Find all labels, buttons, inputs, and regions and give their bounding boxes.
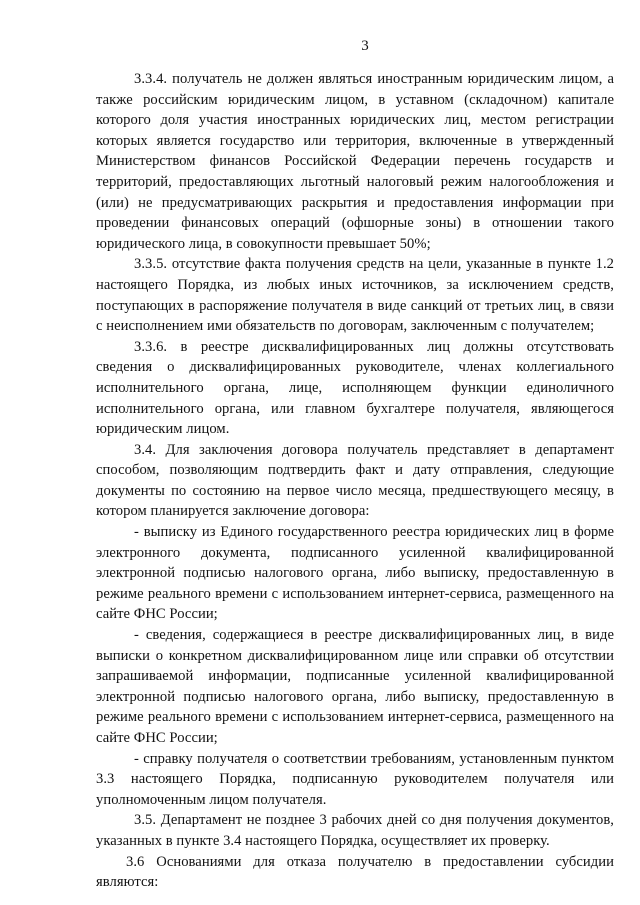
list-item-egrul-extract: - выписку из Единого государственного реестра юридических лиц в форме электронного документа, подписанного усиленной квалифицированной электронной подписью налогового органа, либо выписку, предоставленную в режиме реального времени с использованием интернет-сервиса, размещенного на сайте ФНС России;: [96, 524, 614, 623]
paragraph-3-3-5: 3.3.5. отсутствие факта получения средств на цели, указанные в пункте 1.2 настоящего Порядка, из любых иных источников, за исключением средств, поступающих в распоряжение получателя в виде санкций от третьих лиц, в связи с неисполнением ими обязательств по договорам, заключенным с получателем;: [96, 256, 614, 335]
paragraph-3-4: 3.4. Для заключения договора получатель представляет в департамент способом, позволяющим подтвердить факт и дату отправления, следующие документы по состоянию на первое число месяца, предшествующего месяцу, в котором планируется заключение договора:: [96, 441, 614, 520]
paragraph-3-6: 3.6 Основаниями для отказа получателю в предоставлении субсидии являются:: [96, 853, 614, 891]
paragraph-3-5: 3.5. Департамент не позднее 3 рабочих дней со дня получения документов, указанных в пункте 3.4 настоящего Порядка, осуществляет их проверку.: [96, 812, 614, 849]
page-number: 3: [361, 38, 369, 54]
list-item-compliance-certificate: - справку получателя о соответствии требованиям, установленным пунктом 3.3 настоящего Порядка, подписанную руководителем получателя или уполномоченным лицом получателя.: [96, 750, 614, 808]
paragraph-3-3-6: 3.3.6. в реестре дисквалифицированных лиц должны отсутствовать сведения о дисквалифицированных руководителе, членах коллегиального исполнительного органа, лице, исполняющем функции единоличного исполнительного органа, или главном бухгалтере получателя, являющегося юридическим лицом.: [96, 338, 614, 438]
list-item-disqualified-register: - сведения, содержащиеся в реестре дисквалифицированных лиц, в виде выписки о конкретном дисквалифицированном лице или справки об отсутствии запрашиваемой информации, подписанные усиленной квалифицированной электронной подписью налогового органа, либо выписку, предоставленную в режиме реального времени с использованием интернет-сервиса, размещенного на сайте ФНС России;: [96, 627, 614, 746]
paragraph-3-3-4: 3.3.4. получатель не должен являться иностранным юридическим лицом, а также российским юридическим лицом, в уставном (складочном) капитале которого доля участия иностранных юридических лиц, местом регистрации которых является государство или территория, включенные в утвержденный Министерством финансов Российской Федерации перечень государств и территорий, предоставляющих льготный налоговый режим налогообложения и (или) не предусматривающих раскрытия и предоставления информации при проведении финансовых операций (офшорные зоны) в отношении такого юридического лица, в совокупности превышает 50%;: [96, 71, 614, 252]
